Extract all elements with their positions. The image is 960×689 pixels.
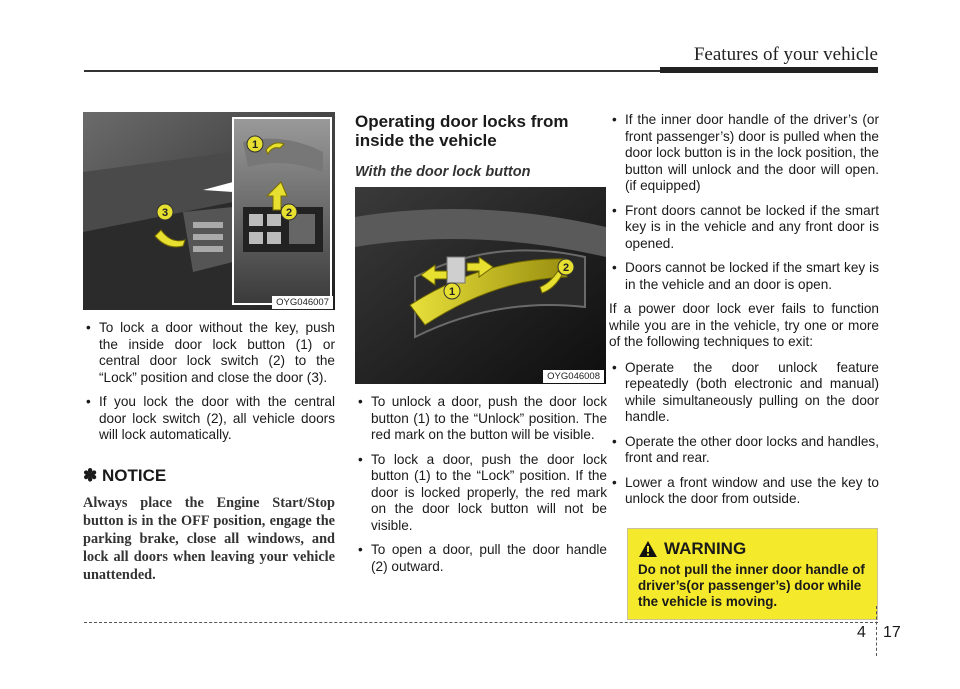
column-1 xyxy=(83,112,335,584)
header-title: Features of your vehicle xyxy=(693,44,878,65)
list-item: • If you lock the door with the central door lock switch (2), all vehicle doors will lock automatically. xyxy=(83,394,335,444)
door-handle-illustration xyxy=(355,187,606,384)
warning-title: WARNING xyxy=(664,539,747,558)
list-item: • Operate the door unlock feature repeatedly (both electronic and manual) while simultaneously pulling on the door handle. xyxy=(609,360,879,426)
chapter-number: 4 xyxy=(857,624,866,641)
list-item: • Operate the other door locks and handles, front and rear. xyxy=(609,434,879,467)
list-item: • If the inner door handle of the driver’s (or front passenger’s) door is pulled when the door lock button is in the lock position, the button will unlock and the door will open. (if equipped) xyxy=(609,112,879,195)
section-title: Operating door locks from inside the vehicle xyxy=(355,112,569,150)
list-item: • Front doors cannot be locked if the smart key is in the vehicle and any front door is opened. xyxy=(609,203,879,253)
marker-3: 3 xyxy=(161,207,169,219)
warning-header xyxy=(638,539,746,559)
bullet-list xyxy=(83,320,335,444)
list-item: • Doors cannot be locked if the smart key is in the vehicle and an door is open. xyxy=(609,260,879,293)
notice-title: ✽ NOTICE xyxy=(83,465,167,485)
header-rule-accent xyxy=(660,67,878,73)
marker-1: 1 xyxy=(448,286,456,298)
column-2 xyxy=(355,112,607,583)
bullet-list xyxy=(355,394,607,575)
footer-divider xyxy=(876,606,877,656)
notice-body: Always place the Engine Start/Stop button is in the OFF position, engage the parking brake, close all windows, and lock all doors when leaving your vehicle unattended. xyxy=(83,494,335,583)
paragraph: If a power door lock ever fails to function while you are in the vehicle, try one or more of the following techniques to exit: xyxy=(609,301,879,349)
door-lock-photo-2 xyxy=(355,187,606,384)
warning-box xyxy=(627,528,878,620)
photo-caption: OYG046008 xyxy=(543,370,604,383)
marker-1: 1 xyxy=(251,139,259,151)
marker-2: 2 xyxy=(285,207,293,219)
marker-2: 2 xyxy=(562,262,570,274)
list-item: • To open a door, pull the door handle (2) outward. xyxy=(355,542,607,575)
photo-caption: OYG046007 xyxy=(272,296,333,309)
list-item: • To lock a door, push the door lock button (1) to the “Lock” position. If the door is locked properly, the red mark on the door lock button will not be visible. xyxy=(355,452,607,535)
list-item: • To lock a door without the key, push the inside door lock button (1) or central door lock switch (2) to the “Lock” position and close the door (3). xyxy=(83,320,335,386)
list-item: • To unlock a door, push the door lock button (1) to the “Unlock” position. The red mark on the button will be visible. xyxy=(355,394,607,444)
door-lock-photo-1 xyxy=(83,112,335,310)
warning-text: Do not pull the inner door handle of driver’s(or passenger’s) door while the vehicle is moving. xyxy=(638,562,865,609)
warning-triangle-icon xyxy=(638,540,658,558)
sub-title: With the door lock button xyxy=(355,164,531,180)
page-number: 17 xyxy=(883,624,901,641)
bullet-list xyxy=(609,360,879,508)
footer-rule xyxy=(84,622,878,623)
list-item: • Lower a front window and use the key to unlock the door from outside. xyxy=(609,475,879,508)
column-3 xyxy=(609,112,879,516)
door-interior-illustration xyxy=(83,112,335,310)
bullet-list xyxy=(609,112,879,293)
